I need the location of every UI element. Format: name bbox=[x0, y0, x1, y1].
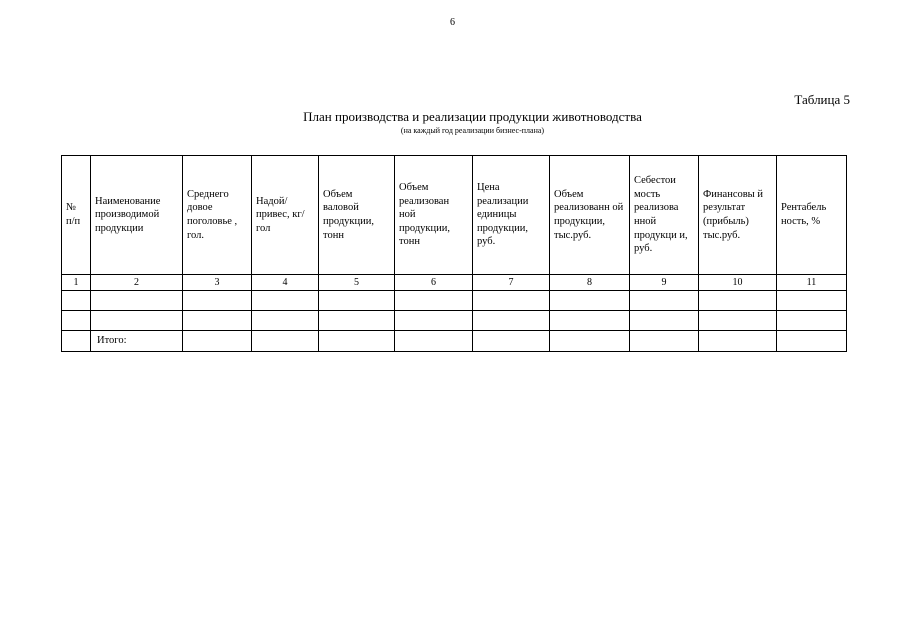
header-cell-gross-volume: Объем валовой продукции, тонн bbox=[319, 156, 395, 275]
table-cell bbox=[183, 291, 252, 311]
table-subtitle: (на каждый год реализации бизнес-плана) bbox=[400, 126, 545, 135]
table-cell bbox=[699, 331, 777, 352]
table-cell bbox=[550, 331, 630, 352]
table-cell bbox=[777, 331, 847, 352]
table-cell bbox=[473, 331, 550, 352]
production-plan-table bbox=[61, 155, 847, 352]
table-cell bbox=[183, 311, 252, 331]
table-cell bbox=[252, 311, 319, 331]
table-row bbox=[62, 311, 847, 331]
column-number: 8 bbox=[550, 275, 630, 291]
table-cell bbox=[473, 291, 550, 311]
column-number: 4 bbox=[252, 275, 319, 291]
table-cell bbox=[699, 311, 777, 331]
table-cell bbox=[630, 291, 699, 311]
column-number: 10 bbox=[699, 275, 777, 291]
table-cell bbox=[395, 291, 473, 311]
total-label: Итого: bbox=[91, 331, 183, 352]
table-cell bbox=[252, 291, 319, 311]
table-cell bbox=[183, 331, 252, 352]
header-cell-unit-price: Цена реализации единицы продукции, руб. bbox=[473, 156, 550, 275]
total-row bbox=[62, 331, 847, 352]
table-cell bbox=[91, 291, 183, 311]
column-number: 2 bbox=[91, 275, 183, 291]
column-number: 11 bbox=[777, 275, 847, 291]
table-cell bbox=[395, 331, 473, 352]
table-cell bbox=[699, 291, 777, 311]
table-cell bbox=[62, 291, 91, 311]
table-cell bbox=[777, 291, 847, 311]
table-cell bbox=[62, 311, 91, 331]
header-cell-financial-result: Финансовы й результат (прибыль) тыс.руб. bbox=[699, 156, 777, 275]
table-label: Таблица 5 bbox=[794, 92, 850, 107]
page-number: 6 bbox=[450, 17, 455, 28]
column-number: 9 bbox=[630, 275, 699, 291]
column-number: 7 bbox=[473, 275, 550, 291]
column-number: 3 bbox=[183, 275, 252, 291]
table-cell bbox=[252, 331, 319, 352]
table-cell bbox=[630, 331, 699, 352]
table-cell bbox=[319, 291, 395, 311]
table-cell bbox=[630, 311, 699, 331]
table-cell bbox=[62, 331, 91, 352]
table-cell bbox=[319, 331, 395, 352]
column-number: 1 bbox=[62, 275, 91, 291]
column-number-row bbox=[62, 275, 847, 291]
header-cell-product-name: Наименование производимой продукции bbox=[91, 156, 183, 275]
table-cell bbox=[395, 311, 473, 331]
table-cell bbox=[473, 311, 550, 331]
header-cell-yield: Надой/ привес, кг/гол bbox=[252, 156, 319, 275]
table-cell bbox=[550, 291, 630, 311]
header-cell-profitability: Рентабель ность, % bbox=[777, 156, 847, 275]
header-cell-average-headcount: Среднего довое поголовье , гол. bbox=[183, 156, 252, 275]
column-number: 5 bbox=[319, 275, 395, 291]
header-cell-sold-volume-tons: Объем реализован ной продукции, тонн bbox=[395, 156, 473, 275]
header-row bbox=[62, 156, 847, 275]
table-cell bbox=[550, 311, 630, 331]
header-cell-sold-volume-rub: Объем реализованн ой продукции, тыс.руб. bbox=[550, 156, 630, 275]
table-row bbox=[62, 291, 847, 311]
header-cell-number: № п/п bbox=[62, 156, 91, 275]
table-title: План производства и реализации продукции животноводства bbox=[303, 109, 642, 124]
table-cell bbox=[91, 311, 183, 331]
table-cell bbox=[319, 311, 395, 331]
header-cell-cost: Себестои мость реализова нной продукци и, руб. bbox=[630, 156, 699, 275]
column-number: 6 bbox=[395, 275, 473, 291]
table-cell bbox=[777, 311, 847, 331]
